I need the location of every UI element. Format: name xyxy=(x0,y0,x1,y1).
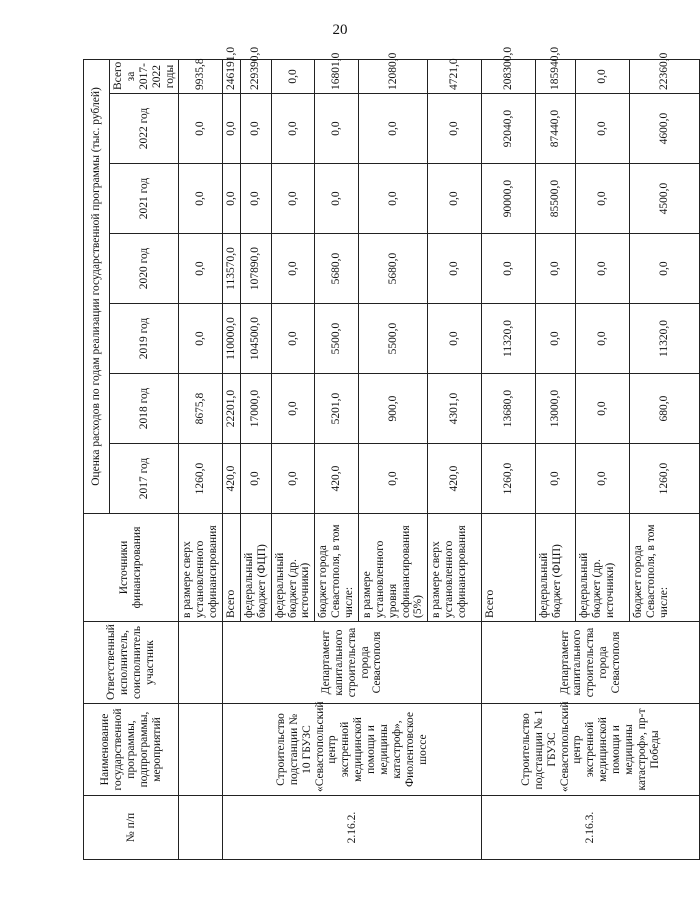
cell-value: 0,0 xyxy=(223,94,241,164)
cell-source: федеральный бюджет (ФЦП) xyxy=(240,514,271,622)
header-year: 2017 год xyxy=(110,444,179,514)
cell-value: 90000,0 xyxy=(482,164,536,234)
cell-value: 5201,0 xyxy=(315,374,359,444)
table-row xyxy=(223,59,241,859)
cell-value: 185940,0 xyxy=(536,59,576,93)
cell-value: 0,0 xyxy=(576,444,630,514)
cell-empty xyxy=(179,796,223,860)
page-number: 20 xyxy=(332,22,348,38)
cell-value: 22201,0 xyxy=(223,374,241,444)
header-year: 2018 год xyxy=(110,374,179,444)
cell-value: 11320,0 xyxy=(482,304,536,374)
header-year: 2022 год xyxy=(110,94,179,164)
cell-value: 9935,8 xyxy=(179,59,223,93)
cell-value: 0,0 xyxy=(358,164,427,234)
cell-value: 0,0 xyxy=(482,234,536,304)
table-row xyxy=(179,59,223,859)
cell-item-number: 2.16.2. xyxy=(223,796,482,860)
cell-value: 4721,0 xyxy=(428,59,482,93)
cell-value: 12080,0 xyxy=(358,59,427,93)
cell-value: 0,0 xyxy=(271,59,315,93)
cell-value: 1260,0 xyxy=(179,444,223,514)
cell-value: 0,0 xyxy=(576,164,630,234)
cell-value: 5680,0 xyxy=(358,234,427,304)
cell-value: 0,0 xyxy=(576,374,630,444)
cell-value: 0,0 xyxy=(428,164,482,234)
cell-value: 0,0 xyxy=(179,94,223,164)
cell-value: 17000,0 xyxy=(240,374,271,444)
cell-value: 0,0 xyxy=(223,164,241,234)
cell-value: 0,0 xyxy=(240,444,271,514)
cell-value: 0,0 xyxy=(630,234,700,304)
cell-value: 104500,0 xyxy=(240,304,271,374)
cell-value: 0,0 xyxy=(271,164,315,234)
cell-value: 0,0 xyxy=(271,94,315,164)
cell-value: 0,0 xyxy=(271,234,315,304)
header-year: 2019 год xyxy=(110,304,179,374)
cell-source: в размере установленного уровня софинансирования (5%) xyxy=(358,514,427,622)
cell-value: 0,0 xyxy=(271,444,315,514)
cell-source: Всего xyxy=(223,514,241,622)
cell-value: 110000,0 xyxy=(223,304,241,374)
header-responsible: Ответственный исполнитель, соисполнитель участник xyxy=(84,622,179,704)
cell-responsible: Департамент капитального строительства города Севастополя xyxy=(482,622,700,704)
cell-value: 11320,0 xyxy=(630,304,700,374)
cell-value: 0,0 xyxy=(179,304,223,374)
cell-value: 420,0 xyxy=(428,444,482,514)
cell-source: в размере сверх установленного софинансирования xyxy=(428,514,482,622)
header-estimate: Оценка расходов по годам реализации государственной программы (тыс. рублей) xyxy=(84,59,110,513)
cell-source: федеральный бюджет (ФЦП) xyxy=(536,514,576,622)
cell-item-name: Строительство подстанции № 1 ГБУЗС «Севастопольский центр экстренной медицинской помощи и медицины катастроф», пр-т Победы xyxy=(482,704,700,796)
cell-empty xyxy=(179,704,223,796)
cell-value: 1260,0 xyxy=(482,444,536,514)
header-total: Всего за 2017-2022 годы xyxy=(110,59,179,93)
cell-value: 246191,0 xyxy=(223,59,241,93)
header-row-top xyxy=(84,59,110,859)
cell-source: федеральный бюджет (др. источники) xyxy=(271,514,315,622)
cell-value: 85500,0 xyxy=(536,164,576,234)
cell-value: 4301,0 xyxy=(428,374,482,444)
table-row xyxy=(482,59,536,859)
cell-value: 8675,8 xyxy=(179,374,223,444)
cell-source: Всего xyxy=(482,514,536,622)
cell-value: 22360,0 xyxy=(630,59,700,93)
cell-value: 92040,0 xyxy=(482,94,536,164)
cell-value: 0,0 xyxy=(428,234,482,304)
cell-value: 13000,0 xyxy=(536,374,576,444)
cell-value: 5680,0 xyxy=(315,234,359,304)
cell-source: в размере сверх установленного софинансирования xyxy=(179,514,223,622)
cell-item-number: 2.16.3. xyxy=(482,796,700,860)
cell-responsible: Департамент капитального строительства города Севастополя xyxy=(223,622,482,704)
header-num: № п/п xyxy=(84,796,179,860)
cell-value: 13680,0 xyxy=(482,374,536,444)
cell-value: 0,0 xyxy=(271,374,315,444)
cell-value: 107890,0 xyxy=(240,234,271,304)
cell-value: 0,0 xyxy=(576,234,630,304)
cell-value: 420,0 xyxy=(223,444,241,514)
cell-value: 0,0 xyxy=(315,164,359,234)
cell-value: 4600,0 xyxy=(630,94,700,164)
cell-value: 1260,0 xyxy=(630,444,700,514)
cell-value: 5500,0 xyxy=(315,304,359,374)
cell-value: 0,0 xyxy=(428,94,482,164)
cell-item-name: Строительство подстанции № 10 ГБУЗС «Севастопольский центр экстренной медицинской помощи и медицины катастроф», Фиолентовское шоссе xyxy=(223,704,482,796)
rotated-table-container xyxy=(83,46,671,860)
cell-value: 0,0 xyxy=(536,304,576,374)
header-year: 2020 год xyxy=(110,234,179,304)
cell-value: 0,0 xyxy=(576,59,630,93)
cell-source: бюджет города Севастополя, в том числе: xyxy=(315,514,359,622)
budget-table xyxy=(83,46,700,860)
cell-value: 0,0 xyxy=(271,304,315,374)
cell-value: 0,0 xyxy=(576,304,630,374)
cell-value: 0,0 xyxy=(358,444,427,514)
cell-value: 0,0 xyxy=(179,164,223,234)
cell-value: 0,0 xyxy=(428,304,482,374)
cell-value: 16801,0 xyxy=(315,59,359,93)
cell-source: федеральный бюджет (др. источники) xyxy=(576,514,630,622)
cell-value: 229390,0 xyxy=(240,59,271,93)
cell-value: 87440,0 xyxy=(536,94,576,164)
cell-value: 420,0 xyxy=(315,444,359,514)
cell-source: бюджет города Севастополя, в том числе: xyxy=(630,514,700,622)
cell-value: 0,0 xyxy=(240,164,271,234)
cell-value: 5500,0 xyxy=(358,304,427,374)
cell-value: 0,0 xyxy=(536,444,576,514)
cell-value: 0,0 xyxy=(536,234,576,304)
cell-value: 0,0 xyxy=(576,94,630,164)
header-year: 2021 год xyxy=(110,164,179,234)
cell-value: 113570,0 xyxy=(223,234,241,304)
cell-value: 0,0 xyxy=(179,234,223,304)
cell-value: 0,0 xyxy=(240,94,271,164)
cell-value: 900,0 xyxy=(358,374,427,444)
cell-empty xyxy=(179,622,223,704)
cell-value: 0,0 xyxy=(358,94,427,164)
header-source: Источники финансирования xyxy=(84,514,179,622)
cell-value: 0,0 xyxy=(315,94,359,164)
cell-value: 4500,0 xyxy=(630,164,700,234)
header-name: Наименование государственной программы, подпрограммы, мероприятий xyxy=(84,704,179,796)
cell-value: 680,0 xyxy=(630,374,700,444)
cell-value: 208300,0 xyxy=(482,59,536,93)
